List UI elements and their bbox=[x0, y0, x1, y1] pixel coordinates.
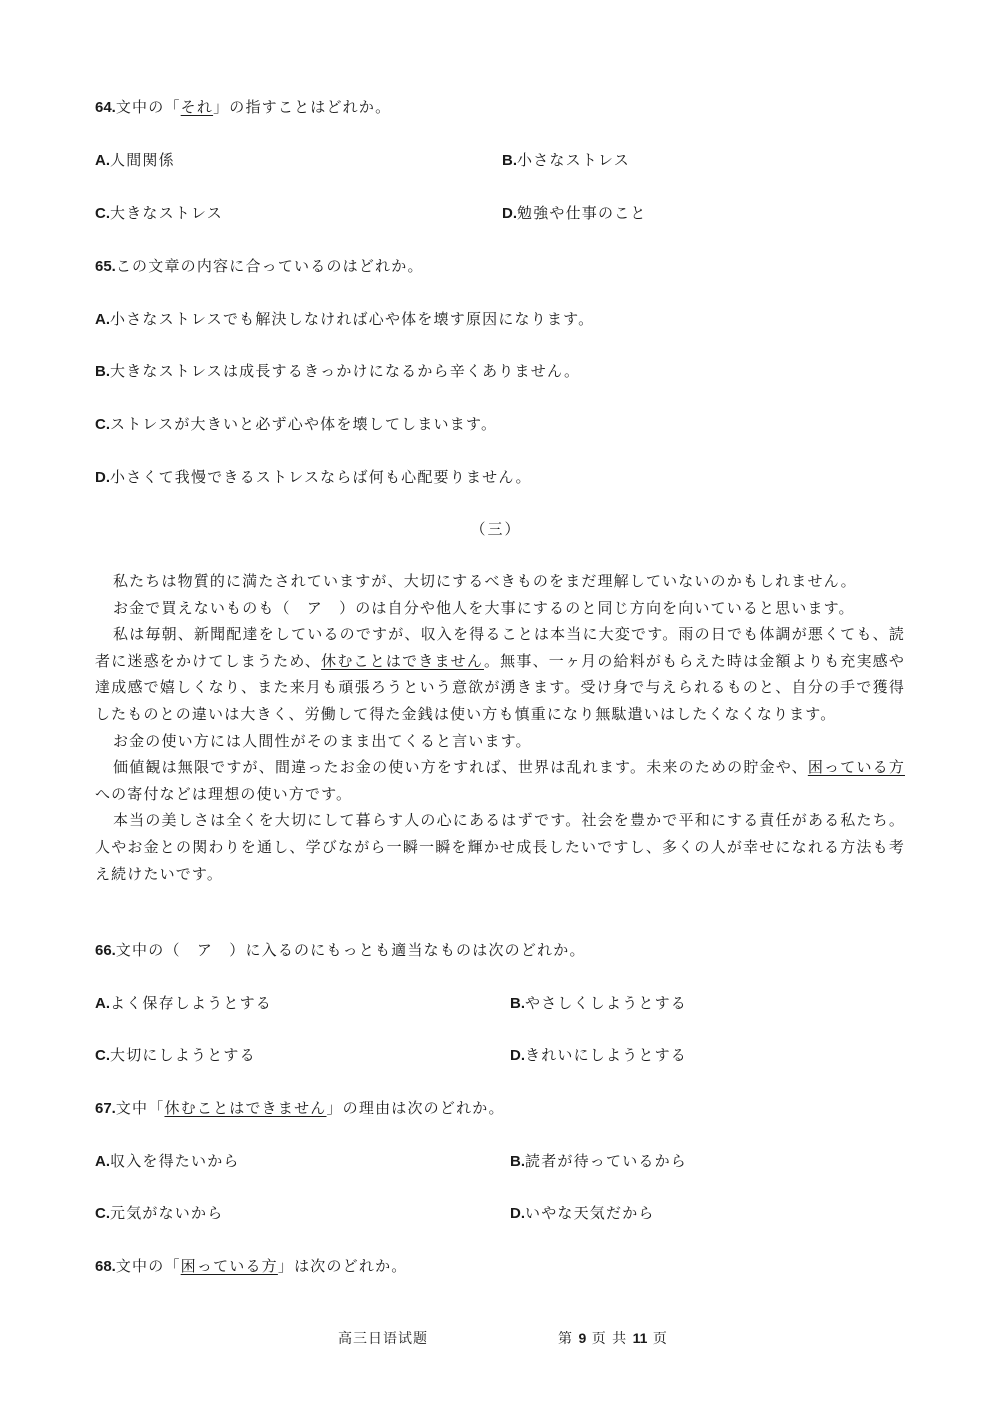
question-67: 67.文中「休むことはできません」の理由は次のどれか。 bbox=[95, 1099, 505, 1117]
paragraph: お金で買えないものも（ ア ）のは自分や他人を大事にするのと同じ方向を向いていると思います。 bbox=[113, 598, 855, 617]
option-65-c[interactable]: C.ストレスが大きいと必ず心や体を壊してしまいます。 bbox=[95, 415, 498, 433]
underlined-phrase: 困っている方 bbox=[807, 758, 905, 777]
option-65-d[interactable]: D.小さくて我慢できるストレスならば何も心配要りません。 bbox=[95, 468, 532, 486]
option-66-d[interactable]: D.きれいにしようとする bbox=[510, 1046, 688, 1064]
option-66-a[interactable]: A.よく保存しようとする bbox=[95, 994, 273, 1012]
option-64-c[interactable]: C.大きなストレス bbox=[95, 204, 223, 222]
paragraph: 私たちは物質的に満たされていますが、大切にするべきものをまだ理解していないのかもしれません。 bbox=[113, 572, 857, 590]
option-64-b[interactable]: B.小さなストレス bbox=[502, 151, 630, 169]
option-67-c[interactable]: C.元気がないから bbox=[95, 1204, 224, 1222]
paragraph: 私は毎朝、新聞配達をしているのですが、収入を得ることは本当に大変です。雨の日でも体調が悪くても、読者に迷惑をかけてしまうため、休むことはできません。無事、一ヶ月の給料がもらえた時は金額よりも充実感や達成感で嬉しくなり、また来月も頑張ろうという意欲が湧きます。受け身で与えられるものと、自分の手で獲得したものとの違いは大きく、労働して得た金銭は使い方も慎重になり無駄遣いはしたくなくなります。 bbox=[95, 625, 905, 723]
question-number: 68. bbox=[95, 1258, 116, 1275]
option-64-d[interactable]: D.勉強や仕事のこと bbox=[502, 204, 647, 222]
question-68: 68.文中の「困っている方」は次のどれか。 bbox=[95, 1257, 408, 1275]
question-65: 65.この文章の内容に合っているのはどれか。 bbox=[95, 257, 424, 275]
question-64: 64.文中の「それ」の指すことはどれか。 bbox=[95, 98, 392, 116]
underlined-phrase: 休むことはできません bbox=[164, 1099, 327, 1117]
footer-subject: 高三日语试题 bbox=[338, 1331, 428, 1347]
page-number: 第 9 页 共 11 页 bbox=[558, 1330, 668, 1347]
option-66-b[interactable]: B.やさしくしようとする bbox=[510, 994, 688, 1012]
option-64-a[interactable]: A.人間関係 bbox=[95, 151, 175, 169]
underlined-phrase: 休むことはできません bbox=[321, 651, 484, 670]
option-65-b[interactable]: B.大きなストレスは成長するきっかけになるから辛くありません。 bbox=[95, 362, 581, 380]
question-number: 64. bbox=[95, 99, 116, 116]
paragraph: 価値観は無限ですが、間違ったお金の使い方をすれば、世界は乱れます。未来のための貯金や、困っている方への寄付などは理想の使い方です。 bbox=[95, 758, 905, 803]
question-number: 65. bbox=[95, 258, 116, 275]
option-67-b[interactable]: B.読者が待っているから bbox=[510, 1152, 688, 1170]
reading-passage bbox=[95, 568, 905, 887]
underlined-phrase: 困っている方 bbox=[180, 1257, 278, 1275]
question-number: 66. bbox=[95, 942, 116, 959]
option-67-a[interactable]: A.収入を得たいから bbox=[95, 1152, 240, 1170]
option-67-d[interactable]: D.いやな天気だから bbox=[510, 1204, 655, 1222]
paragraph: 本当の美しさは全くを大切にして暮らす人の心にあるはずです。社会を豊かで平和にする責任がある私たち。人やお金との関わりを通し、学びながら一瞬一瞬を輝かせ成長したいですし、多くの人が幸せになれる方法も考え続けたいです。 bbox=[95, 811, 905, 883]
section-heading: （三） bbox=[470, 520, 522, 538]
option-65-a[interactable]: A.小さなストレスでも解決しなければ心や体を壊す原因になります。 bbox=[95, 310, 595, 328]
question-66: 66.文中の（ ア ）に入るのにもっとも適当なものは次のどれか。 bbox=[95, 941, 586, 959]
question-number: 67. bbox=[95, 1100, 116, 1117]
option-66-c[interactable]: C.大切にしようとする bbox=[95, 1046, 256, 1064]
underlined-phrase: それ bbox=[180, 98, 214, 116]
paragraph: お金の使い方には人間性がそのまま出てくると言います。 bbox=[113, 731, 532, 750]
